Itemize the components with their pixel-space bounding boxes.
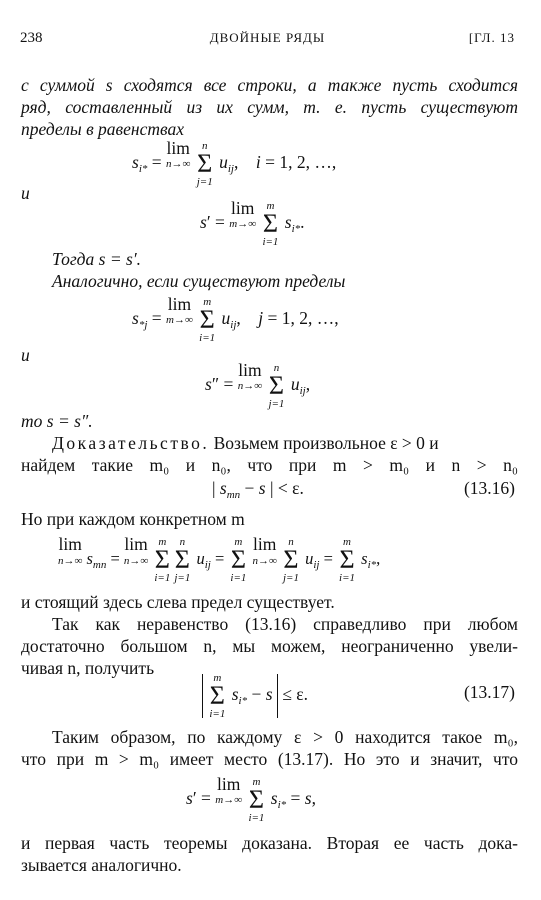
text-line: Аналогично, если существуют пределы [52, 271, 346, 291]
text-line: и первая часть теоремы доказана. Вторая ее часть дока- [21, 833, 518, 853]
text-line: и [21, 183, 30, 203]
formula-s-double-prime: s″ = lim n→∞ n Σ j=1 $u_{ij}$, [205, 360, 311, 410]
running-header [20, 30, 515, 50]
text-line: то s = s″. [21, 411, 93, 431]
chapter-label: [ГЛ. 13 [468, 30, 515, 45]
proof-line [52, 432, 518, 454]
text-line: найдем такие m₀ и n₀, что при m > m₀ и n > n₀ [21, 455, 518, 475]
formula-limit-interchange: lim n→∞ $s_{mn} = \lim$ n→∞ m Σ i=1 n Σ j=1 $u_{ij}$ = m Σ i=1 lim n→∞ n Σ j=1 $u_{ij}$ = m Σ i=1 $s_{i*}$, [58, 534, 381, 584]
equation-number-13-16: (13.16) [463, 478, 515, 498]
text-line: что при m > m₀ имеет место (13.17). Но это и значит, что [21, 749, 518, 769]
text-line: и стоящий здесь слева предел существует. [21, 592, 335, 612]
proof-text: Возьмем произвольное ε > 0 и [213, 433, 439, 453]
equation-number-13-17: (13.17) [463, 682, 515, 702]
page-number: 238 [20, 30, 43, 46]
formula-s-prime: s′ = lim m→∞ m Σ i=1 $s_{i*}$. [200, 198, 305, 248]
formula-s-star-j: $s_{*j} = \lim$ m→∞ m Σ i=1 $u_{ij}$, j = 1, 2, …, [132, 294, 339, 344]
text-line: Так как неравенство (13.16) справедливо при любом [52, 614, 518, 634]
text-line: с суммой s сходятся все строки, а также пусть сходится [21, 75, 518, 95]
text-line: Но при каждом конкретном m [21, 509, 245, 529]
running-title: ДВОЙНЫЕ РЯДЫ [209, 30, 326, 45]
text-line: ряд, составленный из их сумм, т. е. пусть существуют [21, 97, 518, 117]
text-line: и [21, 345, 30, 365]
text-line: пределы в равенствах [21, 119, 185, 139]
text-line: достаточно большом n, мы можем, неограниченно увели- [21, 636, 518, 656]
text-line: Таким образом, по каждому ε > 0 находится такое m₀, [52, 727, 518, 747]
formula-s-i-star: $s_{i*} = \lim$ n→∞ n Σ j=1 $u_{ij}$, i = 1, 2, …, [132, 138, 337, 188]
formula-inequality-2: m Σ i=1 $s_{i*} - s \le \varepsilon$. [202, 672, 308, 720]
text-line: чивая n, получить [21, 658, 155, 678]
text-line: зывается аналогично. [21, 855, 182, 875]
text-line: Тогда s = s′. [52, 249, 142, 269]
formula-conclusion: s′ = lim m→∞ m Σ i=1 $s_{i*} = s$, [186, 774, 316, 824]
proof-label: Доказательство. [52, 433, 210, 453]
formula-inequality-1: | $s_{mn} - s$ | < ε. [212, 478, 304, 501]
